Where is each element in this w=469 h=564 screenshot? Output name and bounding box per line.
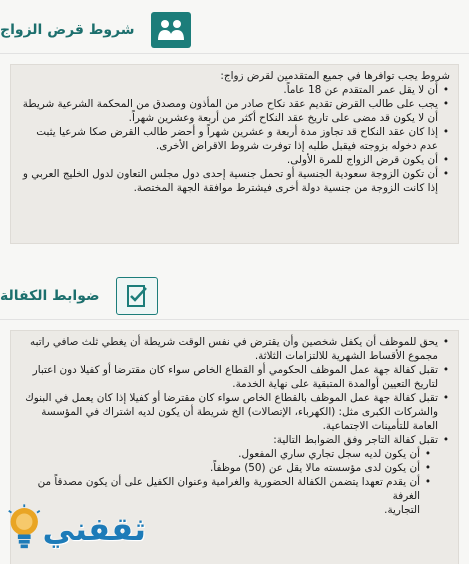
sub-list-item: • أن يكون لدى مؤسسته مالا يقل عن (50) موظفاً. [19,461,420,475]
lightbulb-icon [6,501,42,557]
list-item: • يحق للموظف أن يكفل شخصين وأن يقترض في نفس الوقت شريطة أن يغطي ثلث صافي راتبه مجموع الأقساط الشهرية للالتزامات الثلاثة. [19,335,438,363]
section1-header [0,10,469,50]
watermark-text: ثقفني [42,510,146,548]
list-item: • إذا كان عقد النكاح قد تجاوز مدة أربعة و عشرين شهراً و أحضر طالب القرض صكا شرعيا يثبت عدم دخوله بزوجته فيقبل طلبه إذا توفرت شروط الاقراض الأخرى. [19,125,438,153]
list-item: • أن تكون الزوجة سعودية الجنسية أو تحمل جنسية إحدى دول مجلس التعاون لدول الخليج العربي و إذا كانت الزوجة من جنسية دولة أخرى فيشترط موافقة الجهة المختصة. [19,167,438,195]
sub-list-item: • أن يقدم تعهدا يتضمن الكفالة الحضورية والغرامية وعنوان الكفيل على أن يكون مصدقاً من الغرفة [19,475,420,503]
people-icon [151,12,191,48]
list-item: • تقبل كفالة جهة عمل الموظف الحكومي أو القطاع الخاص سواء كان مقترضا أو كفيلا دون اعتبار لتاريخ التعيين أوالمدة المتبقية على نهاية الخدمة. [19,363,438,391]
section1-panel [10,64,459,244]
section1-intro: شروط يجب توافرها في جميع المتقدمين لقرض زواج: [220,70,450,82]
section1-list [19,83,450,195]
section2-header [0,276,469,316]
list-item: • يجب على طالب القرض تقديم عقد نكاح صادر من المأذون ومصدق من المحكمة الشرعية شريطة أن لا يكون قد مضى على تاريخ عقد النكاح أكثر من أربعة وعشرين شهراً. [19,97,438,125]
list-item: • تقبل كفالة جهة عمل الموظف بالقطاع الخاص سواء كان مقترضا أو كفيلا إذا كان يعمل في البنوك والشركات الكبرى مثل: (الكهرباء، الإتصالات) الخ شريطة أن يكون لديه اشتراك في المؤسسة العامة للتأمينات الاجتماعية. [19,391,438,433]
section2-title: ضوابط الكفالة [0,288,100,304]
list-item: • أن لا يقل عمر المتقدم عن 18 عاماً. [19,83,438,97]
document-check-icon [116,277,158,315]
list-item: • تقبل كفالة التاجر وفق الضوابط التالية: [19,433,438,447]
watermark [6,498,146,560]
section1-title: شروط قرض الزواج [0,22,135,38]
list-item: • أن يكون قرض الزواج للمرة الأولى. [19,153,438,167]
section2-list [19,335,450,447]
sub-list-item-continued: التجارية. [384,504,420,516]
sub-list-item: • أن يكون لديه سجل تجاري ساري المفعول. [19,447,420,461]
